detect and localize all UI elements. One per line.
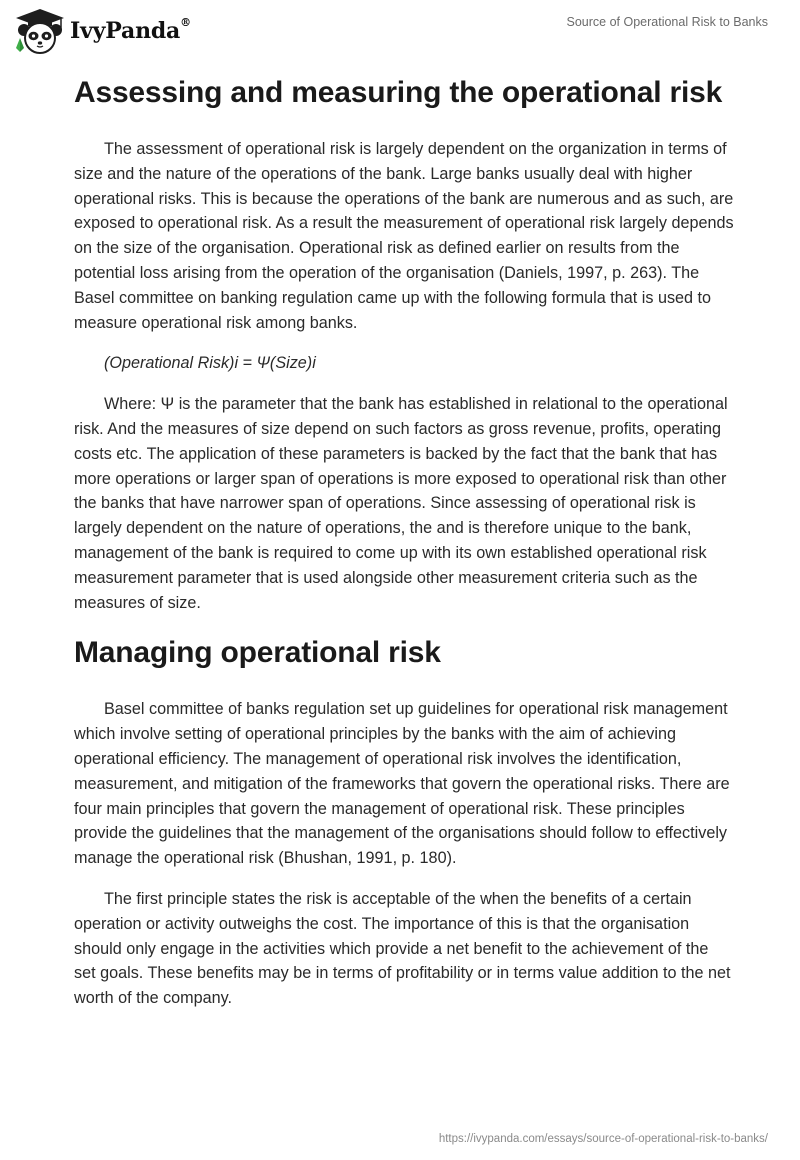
logo-wordmark: IvyPanda® [70,16,191,44]
page-header [0,0,800,60]
paragraph: The first principle states the risk is acceptable of the when the benefits of a certain operation or activity outweighs the cost. The importance of this is that the organisation should only engage in the activities which provide a net benefit to the achievement of the set goals. These benefits may be in terms of profitability or in terms value addition to the net worth of the company. [74,889,731,1008]
paragraph: The assessment of operational risk is largely dependent on the organization in terms of size and the nature of the operations of the bank. Large banks usually deal with higher operational risks. This is because the operations of the bank are numerous and as such, are exposed to operational risk. As a result the measurement of operational risk largely depends on the size of the organisation. Operational risk as defined earlier on results from the potential loss arising from the operation of the organisation (Daniels, 1997, p. 263). The Basel committee on banking regulation came up with the following formula that is used to measure operational risk among banks. [74,140,734,332]
section-heading-managing: Managing operational risk [74,636,441,670]
article-body [74,70,734,1011]
source-url[interactable]: https://ivypanda.com/essays/source-of-operational-risk-to-banks/ [438,1133,768,1145]
paragraph: Where: Ψ is the parameter that the bank has established in relational to the operational risk. And the measures of size depend on such factors as gross revenue, profits, operating costs etc. The application of these parameters is backed by the fact that the bank that has more operations or larger span of operations is more exposed to operational risk than other the banks that have narrower span of operations. Since assessing of operational risk is largely dependent on the nature of operations, the and is therefore unique to the bank, management of the bank is required to come up with its own established operational risk measurement parameter that is used alongside other measurement criteria such as the measures of size. [74,395,728,612]
section-heading-assessing: Assessing and measuring the operational risk [74,76,723,109]
paragraph: Basel committee of banks regulation set up guidelines for operational risk management which involve setting of operational principles by the banks with the aim of achieving operational efficiency. The management of operational risk involves the identification, measurement, and mitigation of the frameworks that govern the operational risks. There are four main principles that govern the management of operational risk. These principles provide the guidelines that the management of the organisations should follow to effectively manage the operational risk (Bhushan, 1991, p. 180). [74,700,730,868]
formula: (Operational Risk)i = Ψ(Size)i [104,354,316,373]
ivypanda-logo[interactable] [14,8,191,54]
document-title: Source of Operational Risk to Banks [566,15,768,29]
panda-graduate-icon [14,8,66,54]
